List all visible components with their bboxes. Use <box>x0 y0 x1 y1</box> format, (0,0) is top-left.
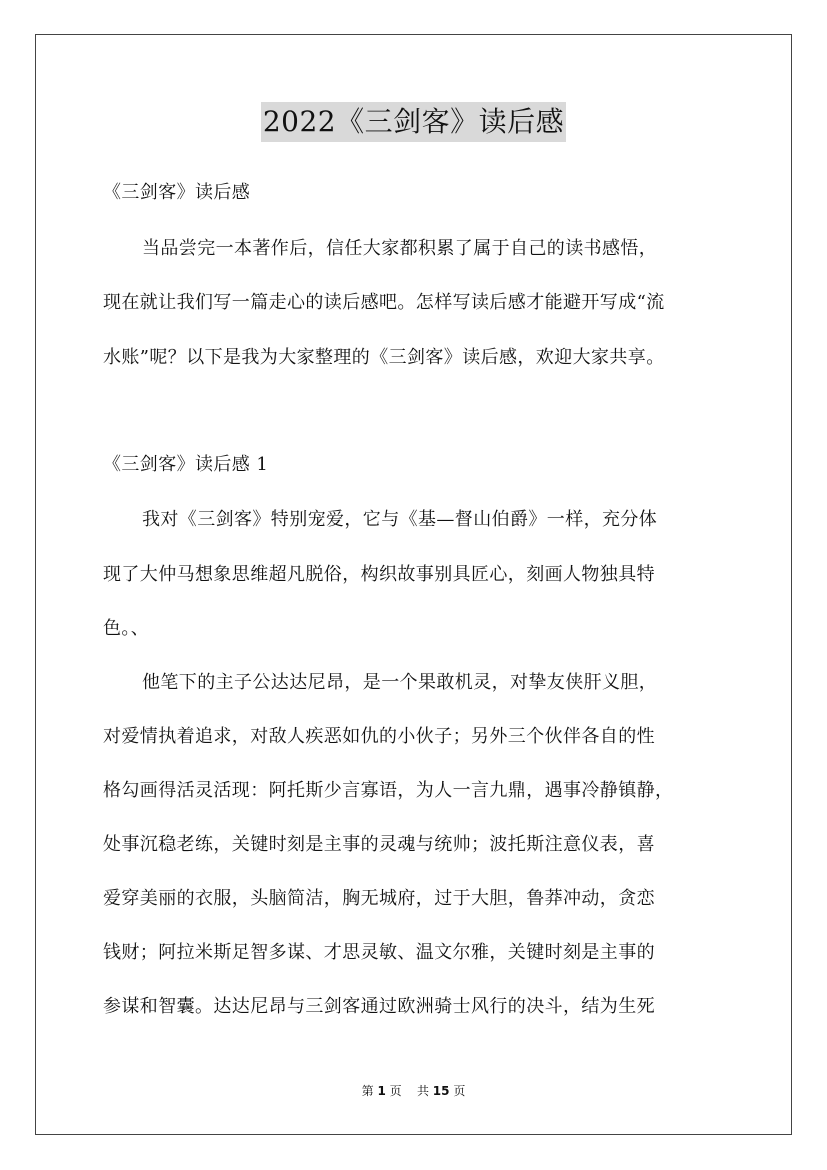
total-prefix: 共 <box>416 1084 429 1098</box>
paragraph-line: 他笔下的主子公达达尼昂，是一个果敢机灵，对挚友侠肝义胆， <box>142 672 658 693</box>
paragraph-line: 现在就让我们写一篇走心的读后感吧。怎样写读后感才能避开写成“流 <box>103 292 665 313</box>
document-title: 2022《三剑客》读后感 <box>261 102 566 142</box>
total-pages: 15 <box>432 1084 450 1098</box>
paragraph-line: 对爱情执着追求，对敌人疾恶如仇的小伙子；另外三个伙伴各自的性 <box>103 726 655 747</box>
paragraph-line: 钱财；阿拉米斯足智多谋、才思灵敏、温文尔雅，关键时刻是主事的 <box>103 942 655 963</box>
paragraph-line: 水账”呢？以下是我为大家整理的《三剑客》读后感，欢迎大家共享。 <box>103 347 665 368</box>
page-prefix: 第 <box>361 1084 374 1098</box>
section-heading: 《三剑客》读后感 <box>103 182 251 203</box>
paragraph-line: 处事沉稳老练，关键时刻是主事的灵魂与统帅；波托斯注意仪表，喜 <box>103 834 655 855</box>
total-suffix: 页 <box>453 1084 466 1098</box>
paragraph-line: 现了大仲马想象思维超凡脱俗，构织故事别具匠心，刻画人物独具特 <box>103 564 655 585</box>
paragraph-line: 格勾画得活灵活现：阿托斯少言寡语，为人一言九鼎，遇事冷静镇静， <box>103 780 674 801</box>
paragraph-line: 色。、 <box>103 618 150 639</box>
page-footer <box>0 1083 827 1099</box>
section-heading: 《三剑客》读后感 1 <box>103 454 269 475</box>
page-number: 1 <box>377 1084 386 1098</box>
paragraph-line: 我对《三剑客》特别宠爱，它与《基—督山伯爵》一样，充分体 <box>142 509 658 530</box>
title-container <box>0 102 827 142</box>
paragraph-line: 参谋和智囊。达达尼昂与三剑客通过欧洲骑士风行的决斗，结为生死 <box>103 996 655 1017</box>
page-suffix: 页 <box>389 1084 402 1098</box>
paragraph-line: 当品尝完一本著作后，信任大家都积累了属于自己的读书感悟， <box>142 238 658 259</box>
paragraph-line: 爱穿美丽的衣服，头脑简洁，胸无城府，过于大胆，鲁莽冲动，贪恋 <box>103 888 655 909</box>
